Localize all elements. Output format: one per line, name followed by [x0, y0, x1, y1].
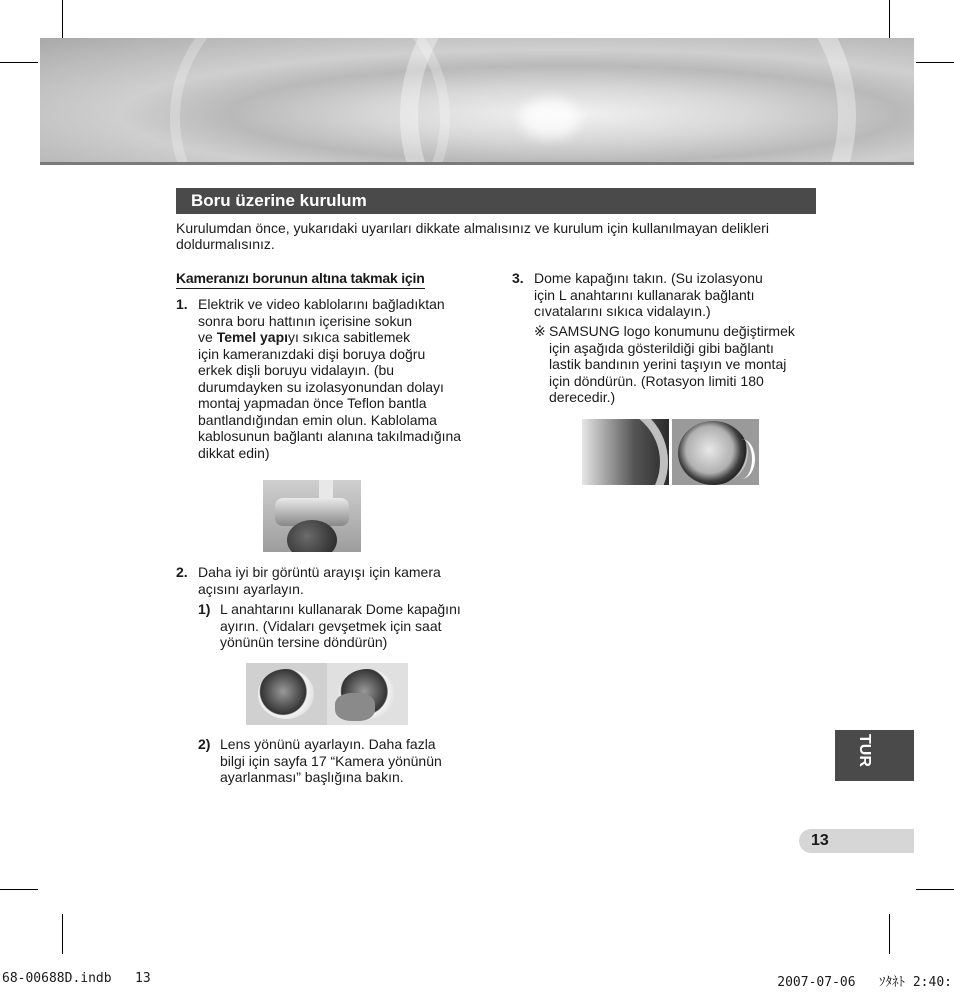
crop-mark [0, 62, 38, 63]
dome-cover-photo [246, 663, 327, 725]
subheading: Kameranızı borunun altına takmak için [176, 270, 425, 289]
emphasis: Temel yapı [216, 329, 289, 345]
crop-mark [0, 889, 38, 890]
footer-file-info: 68-00688D.indb 13 [2, 971, 151, 986]
crop-mark [889, 0, 890, 38]
crop-mark [62, 914, 63, 954]
rubber-band-photo [582, 419, 669, 485]
crop-mark [916, 62, 954, 63]
note-mark: ※ [534, 323, 546, 339]
step-number: 3. [512, 270, 524, 286]
step-number: 1. [176, 296, 188, 312]
language-tab: TUR [835, 730, 914, 781]
step-number: 2. [176, 564, 188, 580]
header-banner-image [40, 38, 914, 165]
dome-cover-removal-photo [327, 663, 408, 725]
substep-number: 1) [198, 601, 211, 617]
crop-mark [62, 0, 63, 38]
footer-timestamp: 2007-07-06 ｿﾀﾈﾄ 2:40: [777, 975, 952, 990]
crop-mark [916, 889, 954, 890]
intro-paragraph: Kurulumdan önce, yukarıdaki uyarıları dikkate almalısınız ve kurulum için kullanılmayan delikleri doldurmalısınız. [176, 220, 769, 252]
page-number: 13 [799, 829, 914, 853]
dome-rotation-photo [672, 419, 759, 485]
substep-number: 2) [198, 736, 211, 752]
crop-mark [889, 914, 890, 954]
section-title: Boru üzerine kurulum [176, 188, 816, 214]
camera-on-pipe-photo [263, 480, 361, 552]
